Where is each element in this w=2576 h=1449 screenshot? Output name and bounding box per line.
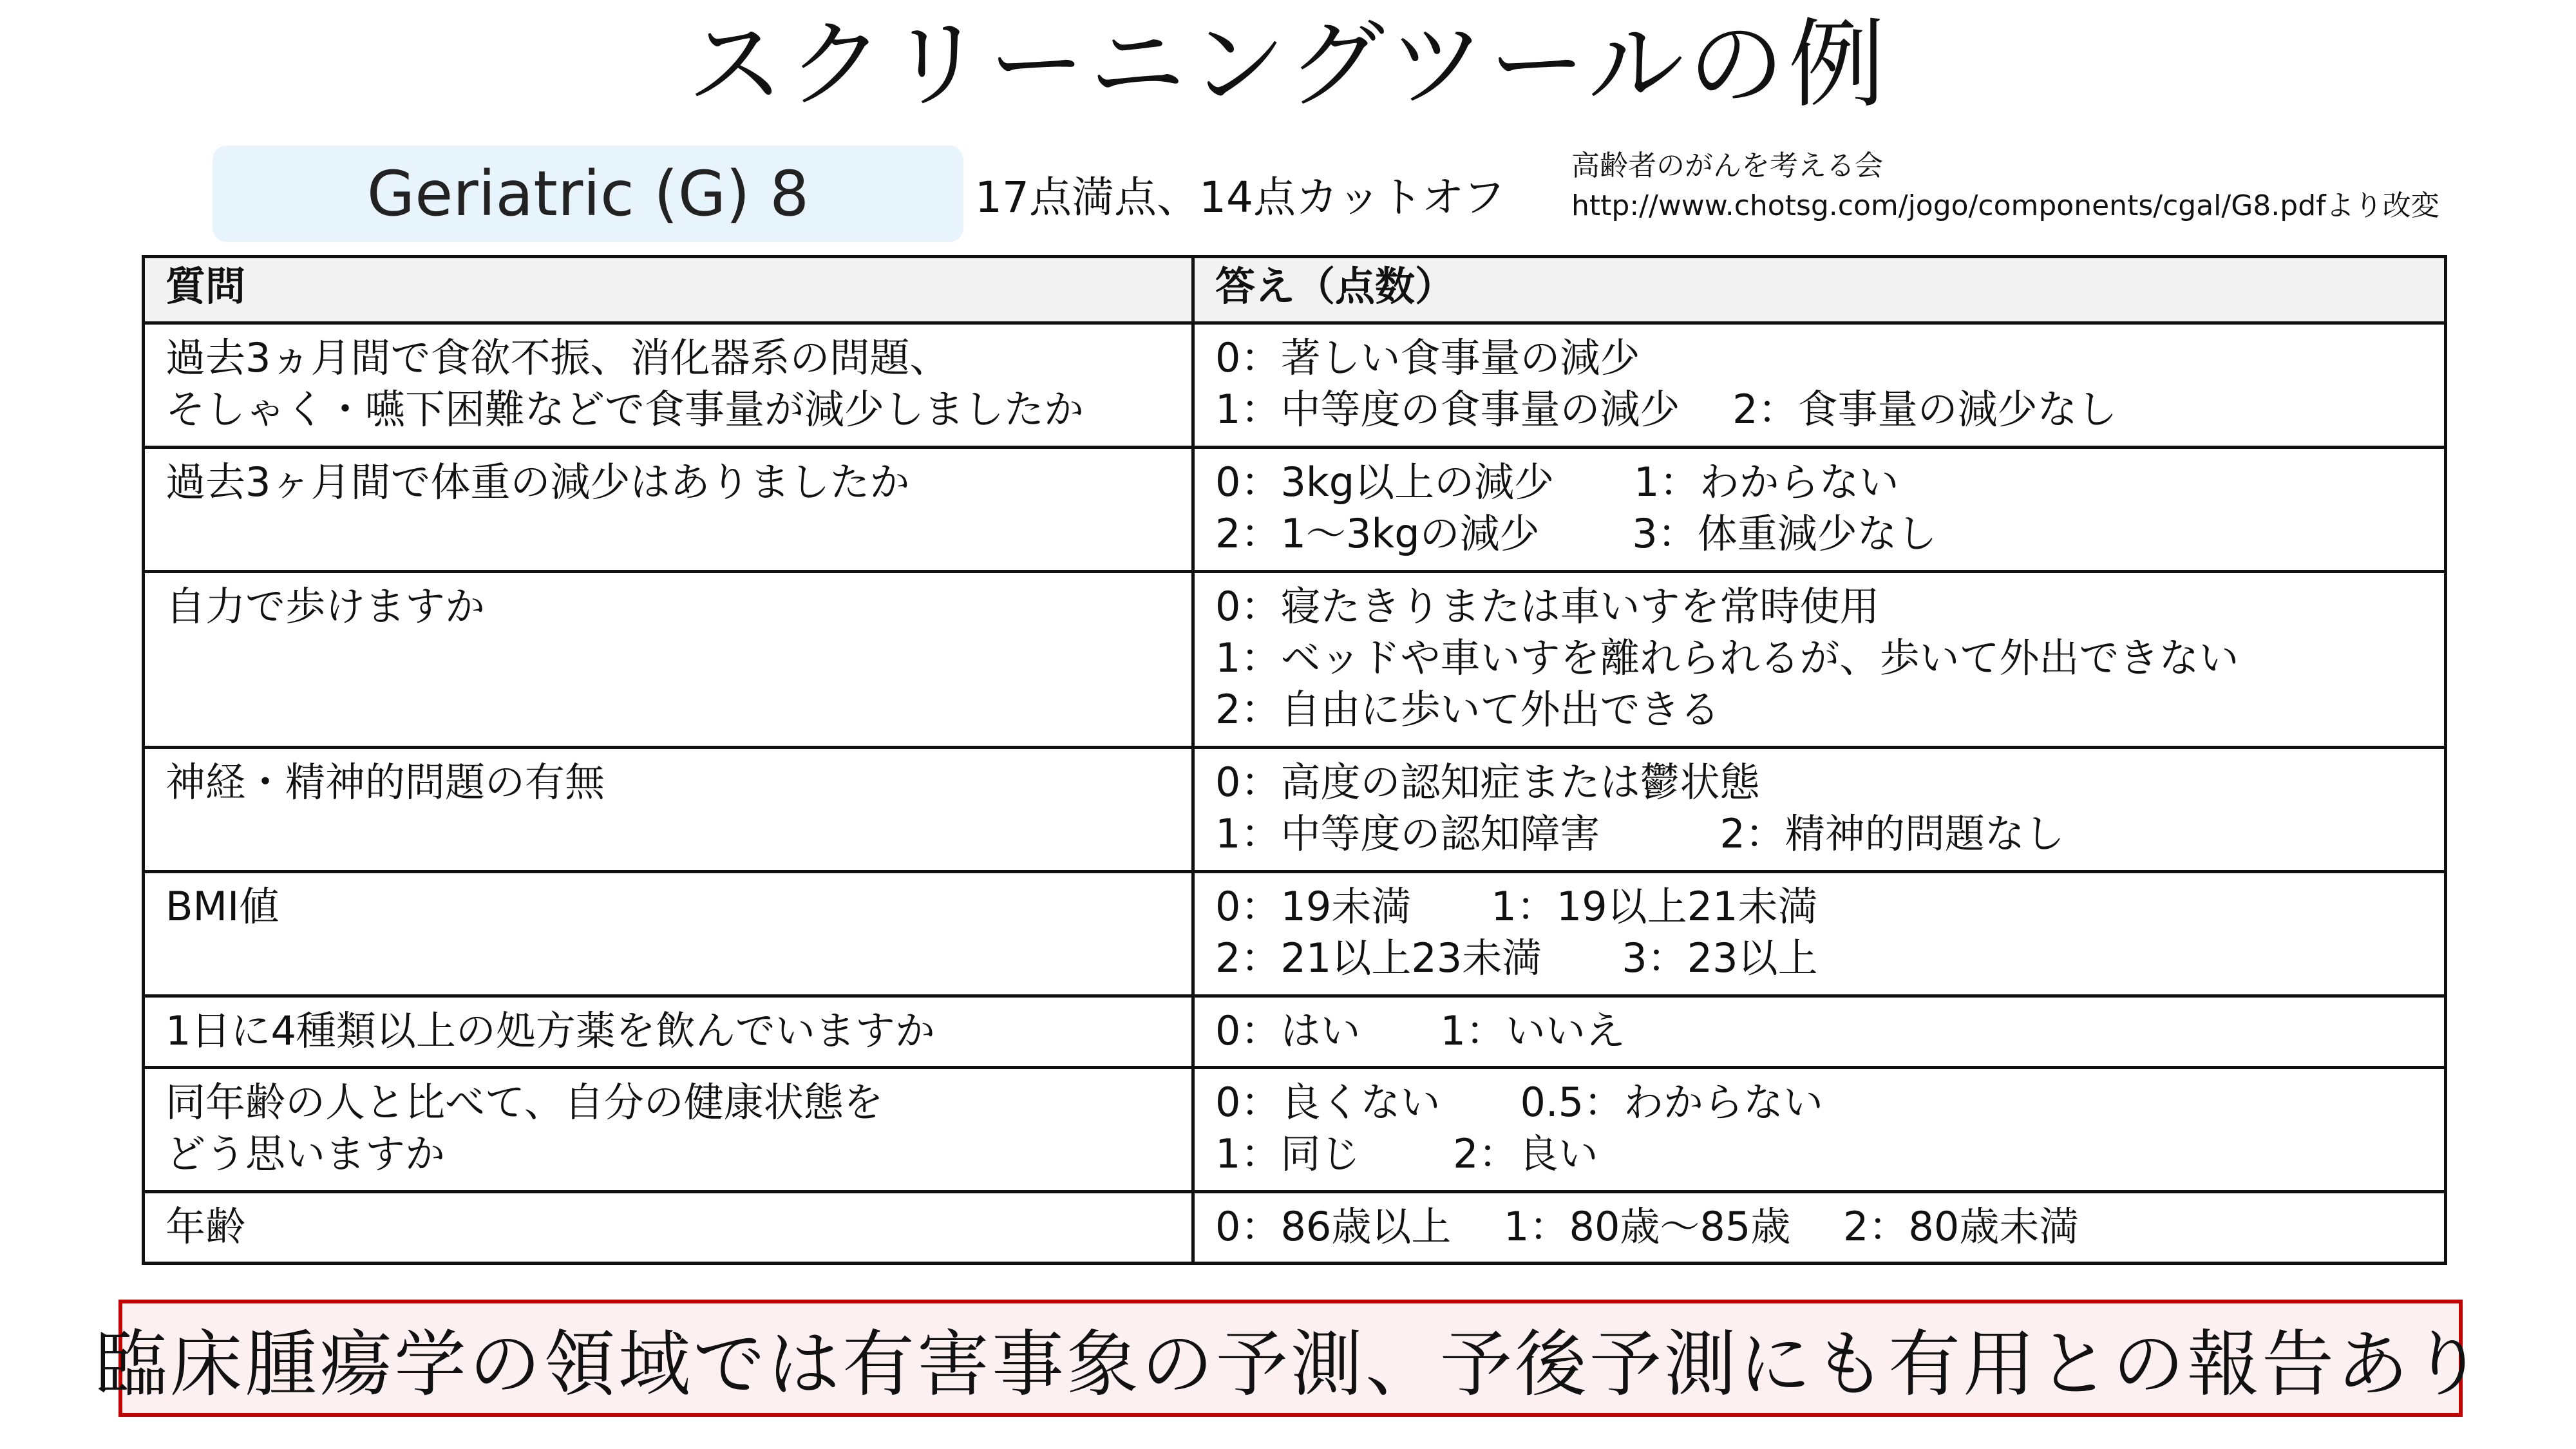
question-cell: 過去3ヶ月間で体重の減少はありましたか [144,448,1193,572]
question-cell: 過去3ヵ月間で食欲不振、消化器系の問題、 そしゃく・嚥下困難などで食事量が減少しましたか [144,323,1193,448]
tool-name-badge: Geriatric (G) 8 [213,146,963,242]
answer-cell: 0：高度の認知症または鬱状態 1：中等度の認知障害 2：精神的問題なし [1193,748,2446,872]
question-cell: 神経・精神的問題の有無 [144,748,1193,872]
answer-cell: 0：19未満 1：19以上21未満 2：21以上23未満 3：23以上 [1193,872,2446,996]
answer-cell: 0：寝たきりまたは車いすを常時使用 1：ベッドや車いすを離れられるが、歩いて外出できない 2：自由に歩いて外出できる [1193,572,2446,748]
answer-cell: 0：3kg以上の減少 1：わからない 2：1～3kgの減少 3：体重減少なし [1193,448,2446,572]
answer-cell: 0：はい 1：いいえ [1193,996,2446,1068]
table-row [144,748,2446,872]
answer-cell: 0：良くない 0.5：わからない 1：同じ 2：良い [1193,1068,2446,1192]
conclusion-callout: 臨床腫瘍学の領域では有害事象の予測、予後予測にも有用との報告あり [118,1300,2463,1417]
table-row [144,323,2446,448]
answer-cell: 0：著しい食事量の減少 1：中等度の食事量の減少 2：食事量の減少なし [1193,323,2446,448]
table-header-row [144,257,2446,323]
question-cell: 自力で歩けますか [144,572,1193,748]
source-organization: 高齢者のがんを考える会 [1571,149,1883,182]
table-row [144,1068,2446,1192]
question-cell: BMI値 [144,872,1193,996]
table-row [144,872,2446,996]
table-row [144,1192,2446,1264]
answer-cell: 0：86歳以上 1：80歳～85歳 2：80歳未満 [1193,1192,2446,1264]
question-cell: 年齢 [144,1192,1193,1264]
question-cell: 同年齢の人と比べて、自分の健康状態を どう思いますか [144,1068,1193,1192]
g8-questionnaire-table [142,255,2447,1265]
question-column-header: 質問 [144,257,1193,323]
table-row [144,572,2446,748]
page-title: スクリーニングツールの例 [687,9,1889,121]
question-cell: 1日に4種類以上の処方薬を飲んでいますか [144,996,1193,1068]
scoring-note: 17点満点、14点カットオフ [975,173,1506,222]
source-url: http://www.chotsg.com/jogo/components/cgal/G8.pdfより改変 [1571,189,2439,222]
table-row [144,448,2446,572]
table-row [144,996,2446,1068]
answer-column-header: 答え（点数） [1193,257,2446,323]
